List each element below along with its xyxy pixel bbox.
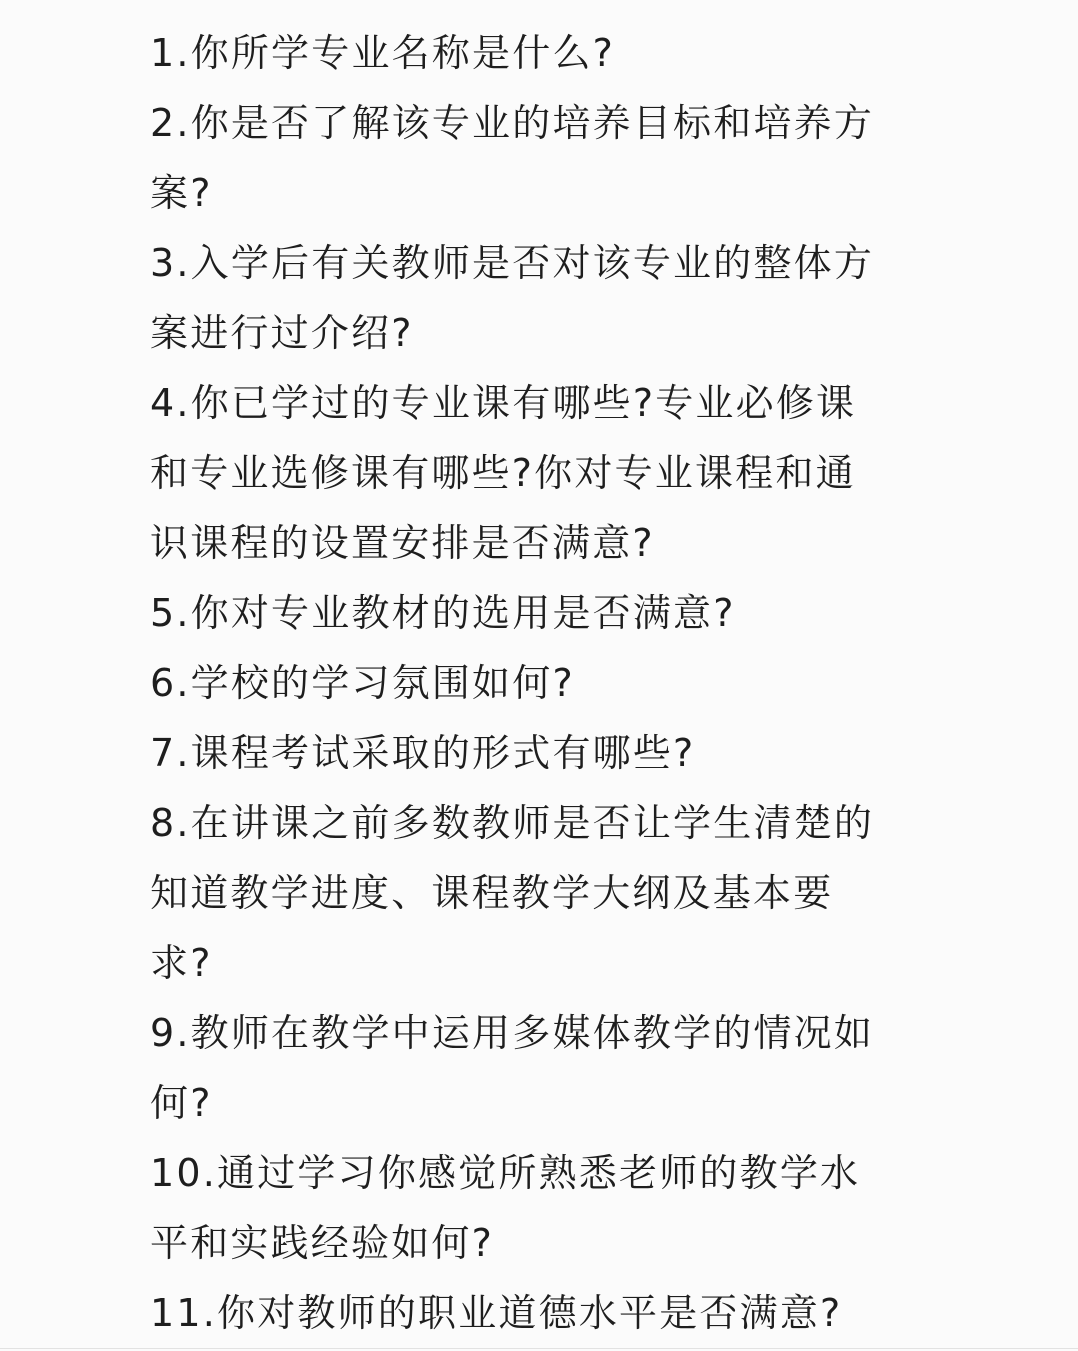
question-6-line: 6.学校的学习氛围如何? — [150, 661, 575, 705]
question-8-line-2: 知道教学进度、课程教学大纲及基本要 — [150, 871, 834, 915]
question-9-line-1: 9.教师在教学中运用多媒体教学的情况如 — [150, 1011, 875, 1055]
question-2-line-1: 2.你是否了解该专业的培养目标和培养方 — [150, 101, 875, 145]
question-10-line-2: 平和实践经验如何? — [150, 1221, 494, 1265]
question-4-line-2: 和专业选修课有哪些?你对专业课程和通 — [150, 451, 856, 495]
question-3-line-2: 案进行过介绍? — [150, 311, 414, 355]
question-4-line-1: 4.你已学过的专业课有哪些?专业必修课 — [150, 381, 857, 425]
question-8-line-3: 求? — [150, 941, 213, 985]
question-11-line: 11.你对教师的职业道德水平是否满意? — [150, 1291, 843, 1335]
question-3-line-1: 3.入学后有关教师是否对该专业的整体方 — [150, 241, 875, 285]
bottom-divider — [0, 1348, 1078, 1349]
question-2-line-2: 案? — [150, 171, 213, 215]
question-10-line-1: 10.通过学习你感觉所熟悉老师的教学水 — [150, 1151, 861, 1195]
question-5-line: 5.你对专业教材的选用是否满意? — [150, 591, 736, 635]
question-4-line-3: 识课程的设置安排是否满意? — [150, 521, 655, 565]
question-1-line: 1.你所学专业名称是什么? — [150, 31, 616, 75]
question-9-line-2: 何? — [150, 1081, 213, 1125]
question-7-line: 7.课程考试采取的形式有哪些? — [150, 731, 696, 775]
question-8-line-1: 8.在讲课之前多数教师是否让学生清楚的 — [150, 801, 875, 845]
